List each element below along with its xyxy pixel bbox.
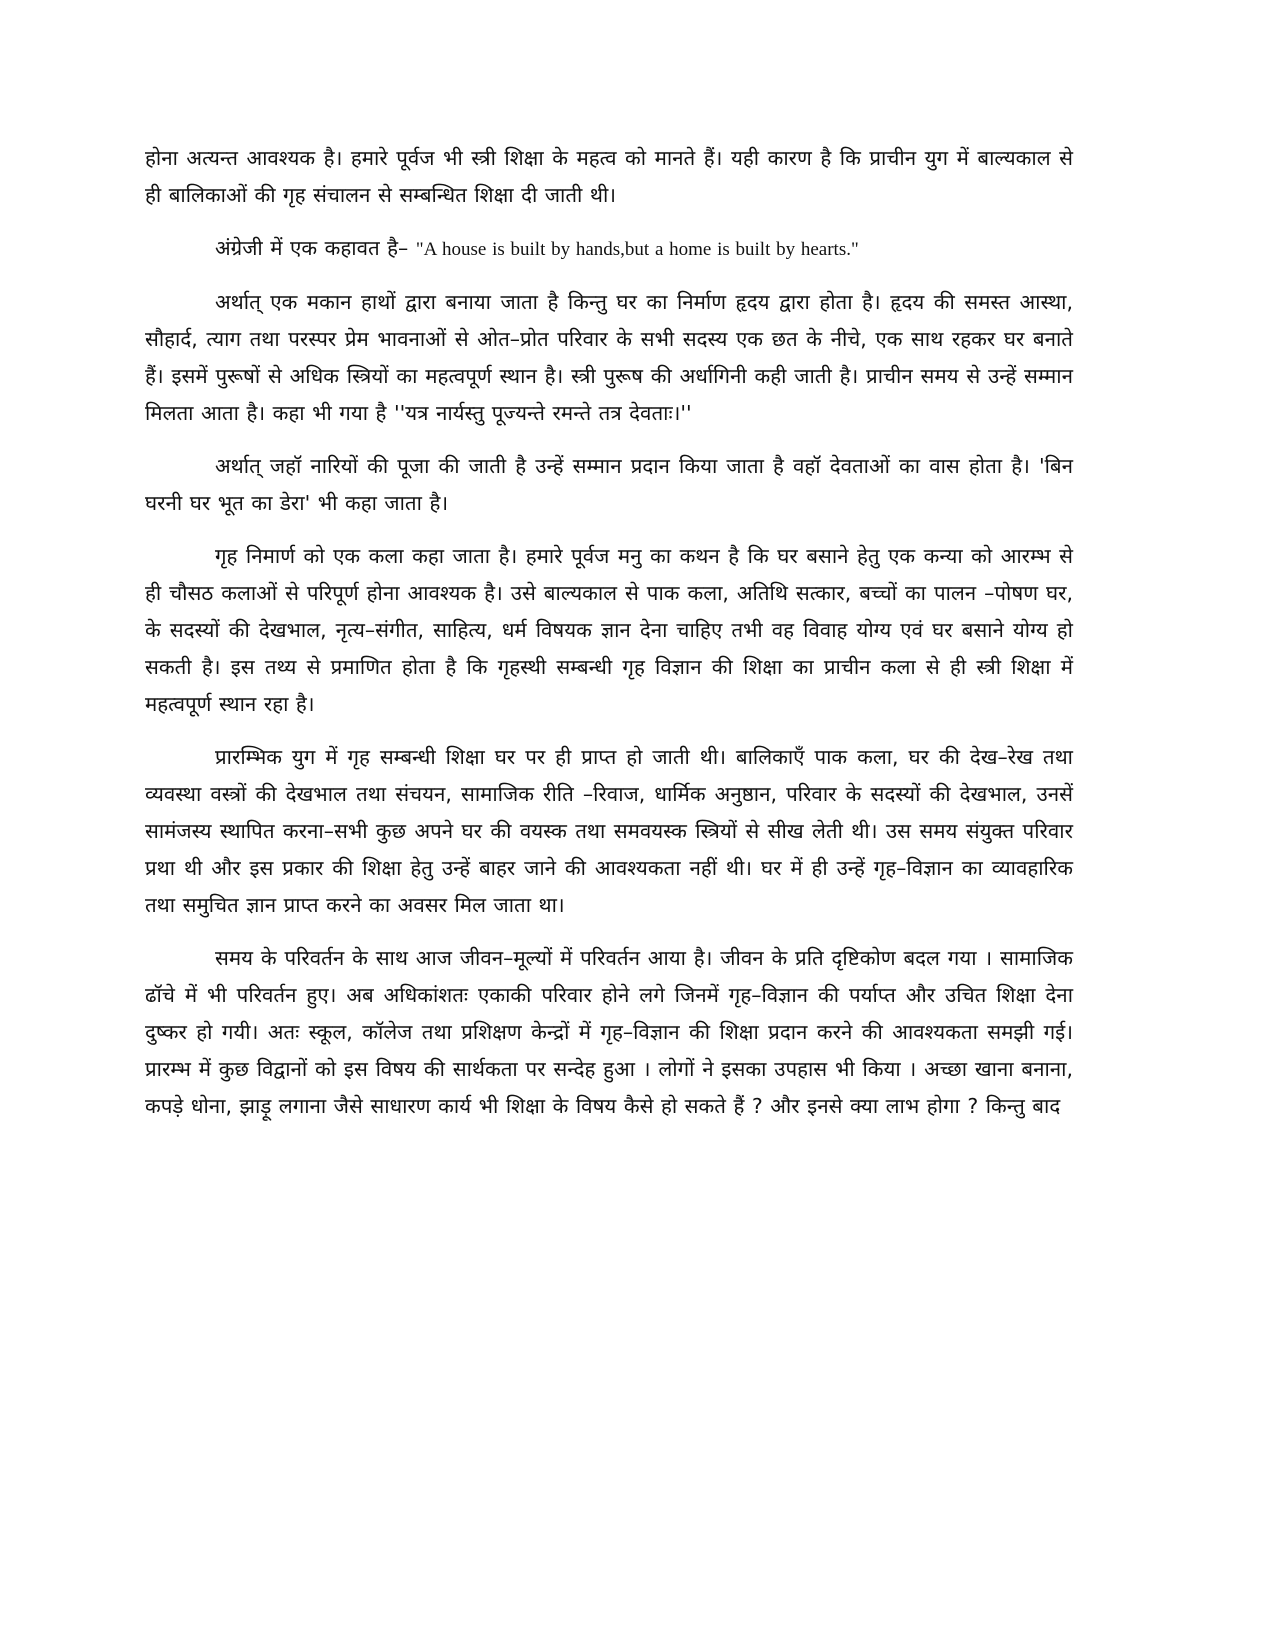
- paragraph-3: अर्थात् एक मकान हाथों द्वारा बनाया जाता है किन्तु घर का निर्माण हृदय द्वारा होता है। हृदय की समस्त आस्था, सौहार्द, त्याग तथा परस्पर प्रेम भावनाओं से ओत–प्रोत परिवार के सभी सदस्य एक छत के नीचे, एक साथ रहकर घर बनाते हैं। इसमें पुरूषों से अधिक स्त्रियों का महत्वपूर्ण स्थान है। स्त्री पुरूष की अर्धागिनी कही जाती है। प्राचीन समय से उन्हें सम्मान मिलता आता है। कहा भी गया है ''यत्र नार्यस्तु पूज्यन्ते रमन्ते तत्र देवताः।'': [145, 290, 1073, 425]
- paragraph-6: प्रारम्भिक युग में गृह सम्बन्धी शिक्षा घर पर ही प्राप्त हो जाती थी। बालिकाऍं पाक कला, घर की देख–रेख तथा व्यवस्था वस्त्रों की देखभाल तथा संचयन, सामाजिक रीति –रिवाज, धार्मिक अनुष्ठान, परिवार के सदस्यों की देखभाल, उनसें सामंजस्य स्थापित करना–सभी कुछ अपने घर की वयस्क तथा समवयस्क स्त्रियों से सीख लेती थी। उस समय संयुक्त परिवार प्रथा थी और इस प्रकार की शिक्षा हेतु उन्हें बाहर जाने की आवश्यकता नहीं थी। घर में ही उन्हें गृह–विज्ञान का व्यावहारिक तथा समुचित ज्ञान प्राप्त करने का अवसर मिल जाता था।: [145, 745, 1073, 917]
- paragraph-4: अर्थात् जहॉ नारियों की पूजा की जाती है उन्हें सम्मान प्रदान किया जाता है वहॉ देवताओं का वास होता है। 'बिन घरनी घर भूत का डेरा' भी कहा जाता है।: [145, 454, 1073, 515]
- english-proverb-quote: "A house is built by hands,but a home is built by hearts.": [415, 239, 859, 260]
- document-page: [145, 140, 1073, 1125]
- paragraph-1: होना अत्यन्त आवश्यक है। हमारे पूर्वज भी स्त्री शिक्षा के महत्व को मानते हैं। यही कारण है कि प्राचीन युग में बाल्यकाल से ही बालिकाओं की गृह संचालन से सम्बन्धित शिक्षा दी जाती थी।: [145, 146, 1073, 207]
- proverb-intro: अंग्रेजी में एक कहावत है–: [215, 236, 416, 260]
- paragraph-5: गृह निमार्ण को एक कला कहा जाता है। हमारे पूर्वज मनु का कथन है कि घर बसाने हेतु एक कन्या को आरम्भ से ही चौसठ कलाओं से परिपूर्ण होना आवश्यक है। उसे बाल्यकाल से पाक कला, अतिथि सत्कार, बच्चों का पालन –पोषण घर, के सदस्यों की देखभाल, नृत्य–संगीत, साहित्य, धर्म विषयक ज्ञान देना चाहिए तभी वह विवाह योग्य एवं घर बसाने योग्य हो सकती है। इस तथ्य से प्रमाणित होता है कि गृहस्थी सम्बन्धी गृह विज्ञान की शिक्षा का प्राचीन कला से ही स्त्री शिक्षा में महत्वपूर्ण स्थान रहा है।: [145, 544, 1073, 716]
- paragraph-2-proverb: [145, 230, 1073, 268]
- paragraph-7: समय के परिवर्तन के साथ आज जीवन–मूल्यों में परिवर्तन आया है। जीवन के प्रति दृष्टिकोण बदल गया । सामाजिक ढॉचे में भी परिवर्तन हुए। अब अधिकांशतः एकाकी परिवार होने लगे जिनमें गृह–विज्ञान की पर्याप्त और उचित शिक्षा देना दुष्कर हो गयी। अतः स्कूल, कॉलेज तथा प्रशिक्षण केन्द्रों में गृह–विज्ञान की शिक्षा प्रदान करने की आवश्यकता समझी गई। प्रारम्भ में कुछ विद्वानों को इस विषय की सार्थकता पर सन्देह हुआ । लोगों ने इसका उपहास भी किया । अच्छा खाना बनाना, कपड़े धोना, झाड़ू लगाना जैसे साधारण कार्य भी शिक्षा के विषय कैसे हो सकते हैं ? और इनसे क्या लाभ होगा ? किन्तु बाद: [145, 946, 1073, 1118]
